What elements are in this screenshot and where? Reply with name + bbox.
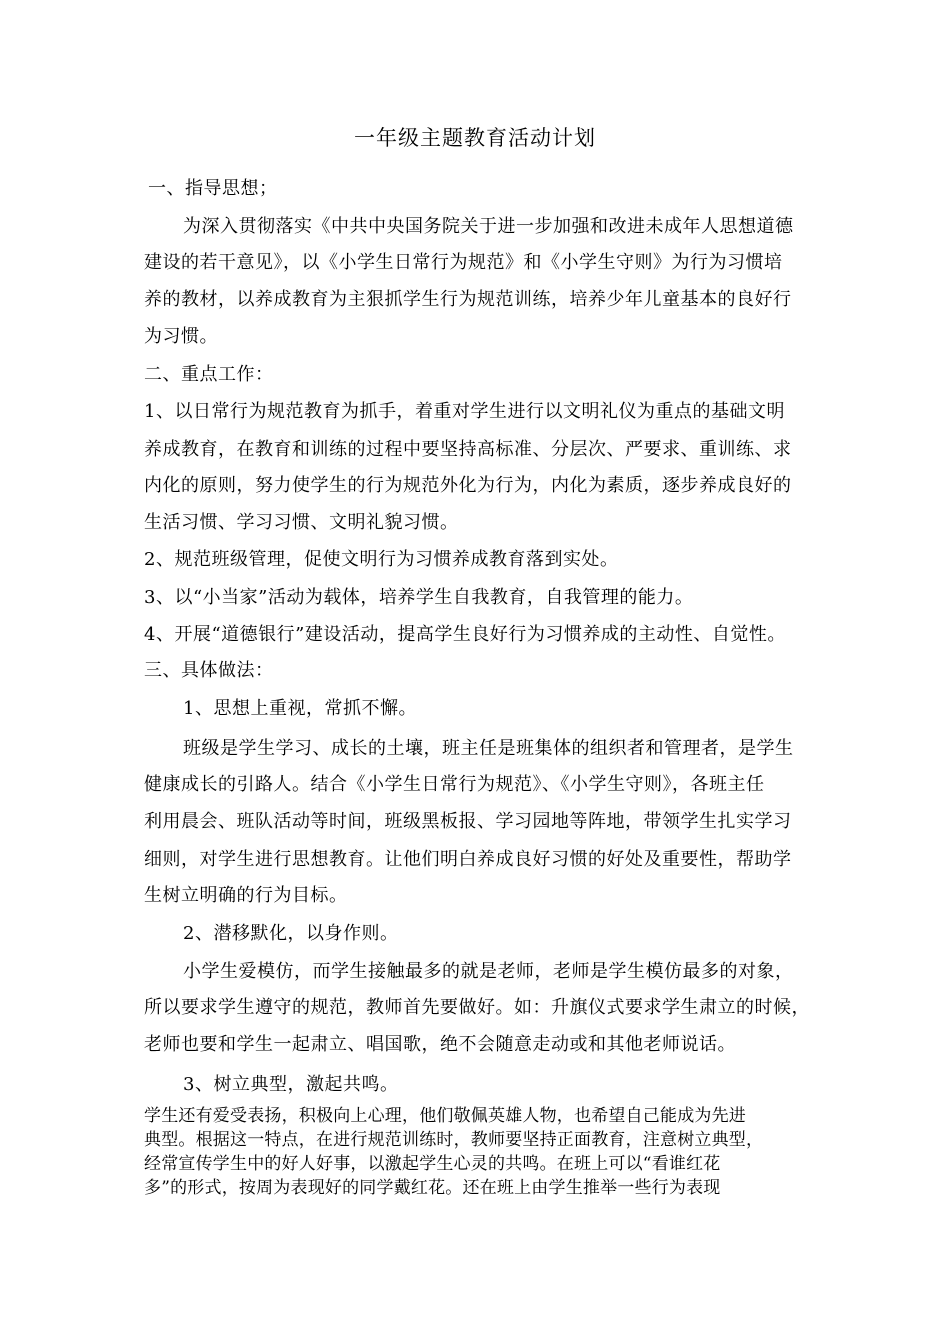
paragraph-line: 养的教材，以养成教育为主狠抓学生行为规范训练，培养少年儿童基本的良好行	[144, 289, 792, 310]
paragraph-line: 生活习惯、学习习惯、文明礼貌习惯。	[144, 512, 459, 533]
paragraph-line: 细则，对学生进行思想教育。让他们明白养成良好习惯的好处及重要性，帮助学	[144, 849, 792, 870]
paragraph-line: 建设的若干意见》，以《小学生日常行为规范》和《小学生守则》为行为习惯培	[144, 252, 783, 273]
subsection-heading: 3、树立典型，激起共鸣。	[183, 1074, 399, 1095]
paragraph-line: 为习惯。	[144, 326, 218, 347]
section-heading: 一、指导思想；	[148, 178, 278, 199]
paragraph-line: 养成教育，在教育和训练的过程中要坚持高标准、分层次、严要求、重训练、求	[144, 439, 792, 460]
section-heading: 三、具体做法：	[144, 660, 274, 681]
paragraph-line: 所以要求学生遵守的规范，教师首先要做好。如：升旗仪式要求学生肃立的时候，	[144, 997, 810, 1018]
paragraph-line: 老师也要和学生一起肃立、唱国歌，绝不会随意走动或和其他老师说话。	[144, 1034, 736, 1055]
list-item: 2、规范班级管理，促使文明行为习惯养成教育落到实处。	[144, 549, 619, 570]
paragraph-line: 生树立明确的行为目标。	[144, 885, 348, 906]
list-item: 3、以“小当家”活动为载体，培养学生自我教育，自我管理的能力。	[144, 587, 694, 608]
paragraph-line: 1、以日常行为规范教育为抓手，着重对学生进行以文明礼仪为重点的基础文明	[144, 401, 785, 422]
subsection-heading: 1、思想上重视，常抓不懈。	[183, 698, 417, 719]
section-heading: 二、重点工作：	[144, 364, 274, 385]
paragraph-line: 健康成长的引路人。结合《小学生日常行为规范》、《小学生守则》，各班主任	[144, 774, 765, 795]
paragraph-line: 典型。根据这一特点，在进行规范训练时，教师要坚持正面教育，注意树立典型，	[144, 1130, 764, 1150]
paragraph-line: 小学生爱模仿，而学生接触最多的就是老师，老师是学生模仿最多的对象，	[183, 961, 794, 982]
paragraph-line: 经常宣传学生中的好人好事，以激起学生心灵的共鸣。在班上可以“看谁红花	[144, 1154, 721, 1174]
paragraph-line: 内化的原则，努力使学生的行为规范外化为行为，内化为素质，逐步养成良好的	[144, 475, 792, 496]
paragraph-line: 为深入贯彻落实《中共中央国务院关于进一步加强和改进未成年人思想道德	[183, 216, 794, 237]
document-title: 一年级主题教育活动计划	[354, 126, 596, 150]
paragraph-line: 多”的形式，按周为表现好的同学戴红花。还在班上由学生推举一些行为表现	[144, 1178, 721, 1198]
paragraph-line: 学生还有爱受表扬，积极向上心理，他们敬佩英雄人物，也希望自己能成为先进	[144, 1106, 746, 1126]
subsection-heading: 2、潜移默化，以身作则。	[183, 923, 399, 944]
paragraph-line: 班级是学生学习、成长的土壤，班主任是班集体的组织者和管理者，是学生	[183, 738, 794, 759]
list-item: 4、开展“道德银行”建设活动，提高学生良好行为习惯养成的主动性、自觉性。	[144, 624, 786, 645]
paragraph-line: 利用晨会、班队活动等时间，班级黑板报、学习园地等阵地，带领学生扎实学习	[144, 811, 792, 832]
